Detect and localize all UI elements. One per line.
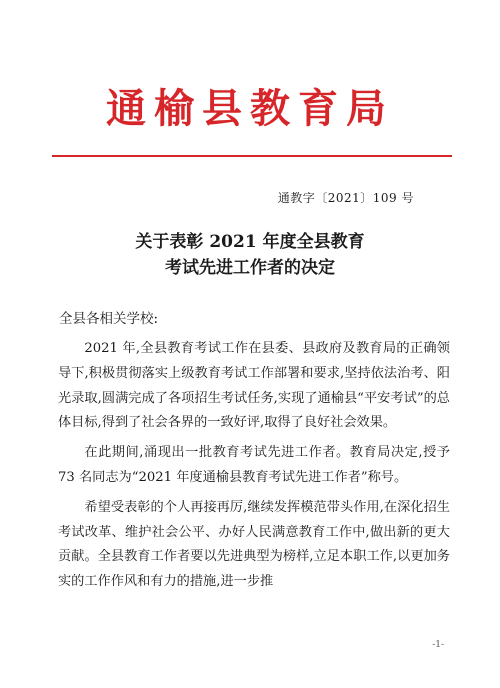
document-title <box>0 229 500 281</box>
body-paragraph-1: 2021 年,全县教育考试工作在县委、县政府及教育局的正确领导下,积极贯彻落实上级教育考试工作部署和要求,坚持依法治考、阳光录取,圆满完成了各项招生考试任务,实现了通榆县“平安考试”的总体目标,得到了社会各界的一致好评,取得了良好社会效果。 <box>58 341 450 431</box>
document-title-line-2: 考试先进工作者的决定 <box>165 258 335 278</box>
body-paragraph-2: 在此期间,涌现出一批教育考试先进工作者。教育局决定,授予 73 名同志为“2021 年度通榆县教育考试先进工作者”称号。 <box>58 445 450 485</box>
body-paragraph-3: 希望受表彰的个人再接再厉,继续发挥模范带头作用,在深化招生考试改革、维护社会公平、办好人民满意教育工作中,做出新的更大贡献。全县教育工作者要以先进典型为榜样,立足本职工作,以更加务实的工作作风和有力的措施,进一步推 <box>58 499 450 590</box>
page-number: -1- <box>432 640 444 650</box>
header-red-rule <box>52 155 452 157</box>
document-body <box>58 337 450 600</box>
salutation: 全县各相关学校: <box>59 311 159 327</box>
agency-header-title: 通榆县教育局 <box>106 86 394 132</box>
document-number: 通教字〔2021〕109 号 <box>277 191 414 205</box>
document-title-line-1: 关于表彰 2021 年度全县教育 <box>135 232 365 252</box>
